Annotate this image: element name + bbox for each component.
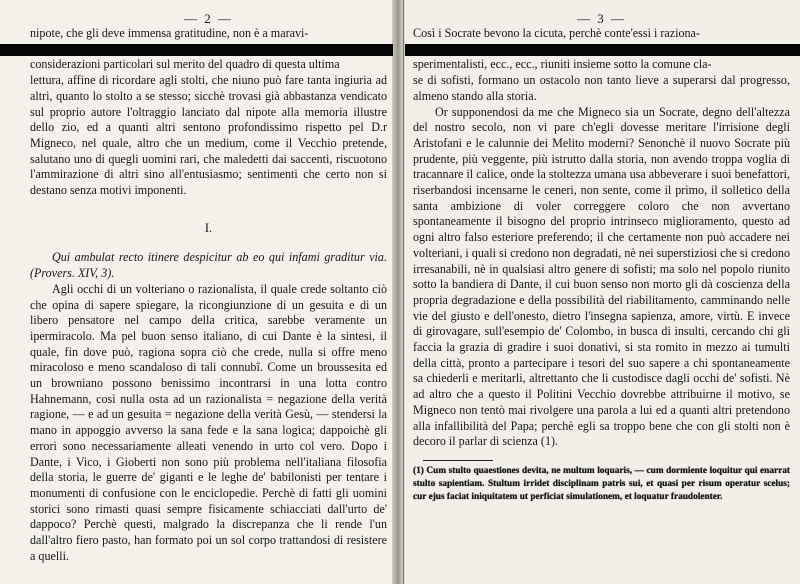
paragraph: se di sofisti, formano un ostacolo non tanto lieve a superarsi dal progresso, almeno stando alla storia. [413, 73, 790, 103]
text-line: nipote, che gli deve immensa gratitudine, non è a maravi- [30, 26, 309, 40]
text-line: Così i Socrate bevono la cicuta, perchè conte'essi i raziona- [413, 26, 700, 40]
page-number: — 3 — [577, 11, 626, 26]
paragraph: lettura, affine di ricordare agli stolti, che niuno può fare tanta ingiuria ad altri, quanto lo stolto a se stesso; sicchè trovasi già abbastanza vendicato sul proprio autore l'oltraggio lanciato dal nipote alla memoria illustre dello zio, ed a quanti altri sentono profondissimo rispetto pel D.r Migneco, nel quale, altro che un medium, come il Vecchio pretende, salutano uno di quegli uomini rari, che maledetti dai saccenti, riscuotono l'ammirazione di altri sino all'entusiasmo; sentimenti che certo non si destano senza motivi imponenti. [30, 73, 387, 198]
text-line: considerazioni particolari sul merito del quadro di questa ultima [30, 57, 340, 72]
scan-redaction-band [0, 44, 393, 56]
body-text [30, 26, 387, 565]
section-heading: I. [204, 220, 213, 235]
footnote-rule [423, 460, 493, 461]
paragraph: Agli occhi di un volteriano o razionalista, il quale crede soltanto ciò che opina di sapere spiegare, la ricongiunzione di un gesuita e di un libero pensatore nel campo della critica, sarebbe veramente un ipermiracolo. Ma pel buon senso italiano, di cui Dante è la sintesi, il quale, fin dove può, ragiona sopra ciò che crede, nulla si offre meno miracoloso e meno scandaloso di tali connubî. Come un broussesita ed un browniano possono benissimo incontrarsi in una lotta contro Hahnemann, così nulla osta ad un razionalista = negazione della verità ragione, — e ad un gesuita = negazione della verità Gesù, — stendersi la mano in appoggio avverso la sana fede e la sana logica; dappoichè gli errori sono necessariamente alleati venendo in urto col vero. Dopo i Dante, i Vico, i Gioberti non sono più problema nell'italiana filosofia della storia, le guerre de' giganti e le leghe de' babilonisti per tentare i monumenti di confusione con le enciclopedie. Perchè di fatti gli uomini storici sono rimasti quasi sempre fisicamente schiacciati dall'urto de' dappoco? Perchè questi, malgrado la discrepanza che li rende l'un dall'altro fiero pasto, han formato poi un sol corpo trattandosi di resistere a quelli. [30, 281, 387, 563]
page-number: — 2 — [184, 11, 233, 26]
body-text [413, 26, 790, 450]
footnote: (1) Cum stulto quaestiones devita, ne multum loquaris, — cum dormiente loquitur qui enarrat stulto sapientiam. Stultum irridet disciplinam patris sui, et quasi per risum operatur scelus; cur ejus faciat iniquitatem ut perficiat simulationem, et loquatur fraudolenter. [413, 465, 790, 502]
left-page [0, 0, 393, 584]
epigraph: Qui ambulat recto itinere despicitur ab eo qui infami graditur via. (Provers. XIV, 3). [30, 250, 387, 281]
right-page [405, 0, 800, 584]
paragraph: Or supponendosi da me che Migneco sia un Socrate, degno dell'altezza del nostro secolo, non vi pare ch'egli dovesse meritare l'irrisione degli Aristofani e le calunnie dei Melito moderni? Senonchè il nuovo Socrate più prudente, più veggente, più istrutto dalla storia, non avendo troppa voglia di tracannare il calice, onde la stoltezza umana usa abbeverare i suoi benefattori, riserbandosi incensarne le ceneri, non sente, come il primo, il solletico della santa ambizione di voler correggere coloro che non avvertano spontaneamente il bisogno del proprio intrinseco miglioramento, questo ad ogni altro falso esteriore preferendo; il che certamente non può accadere nei volteriani, i quali si credono non degradati, nè nei superstiziosi che si credono irresanabili, nè in qualsiasi altro genere di sofisti; ma solo nel popolo riunito sotto la bandiera di Dante, il cui buon senso non morto gli dà coscienza della propria degradazione e della possibilità del riabilitamento, camminando nelle vie del giusto e dell'onesto, dietro l'insegna sapienza, amore, virtù. E invece di girovagare, sull'esempio de' Colombo, in busca di insulti, cercando chi gli faccia la grazia di gradire i suoi donativi, si sta romito in mezzo ai tumulti della città, pronto a partecipare i tesori del suo sapere a chi spontaneamente sa chiederli e meritarli, altrettanto che li custodisce dagli occhi de' sofisti. Nè ad altro che a questo il Politini Vecchio dovrebbe attribuirne il motivo, se Migneco non tentò mai rivolgere una parola a lui ed a quanti altri pretendono alla infallibilità del Papa; perchè egli sa troppo bene che con gli stolti non è decoro il parlar di scienza (1). [413, 104, 790, 449]
page-edge [403, 0, 404, 584]
text-line: sperimentalisti, ecc., ecc., riuniti insieme sotto la comune cla- [413, 57, 712, 72]
scan-redaction-band [405, 44, 800, 56]
